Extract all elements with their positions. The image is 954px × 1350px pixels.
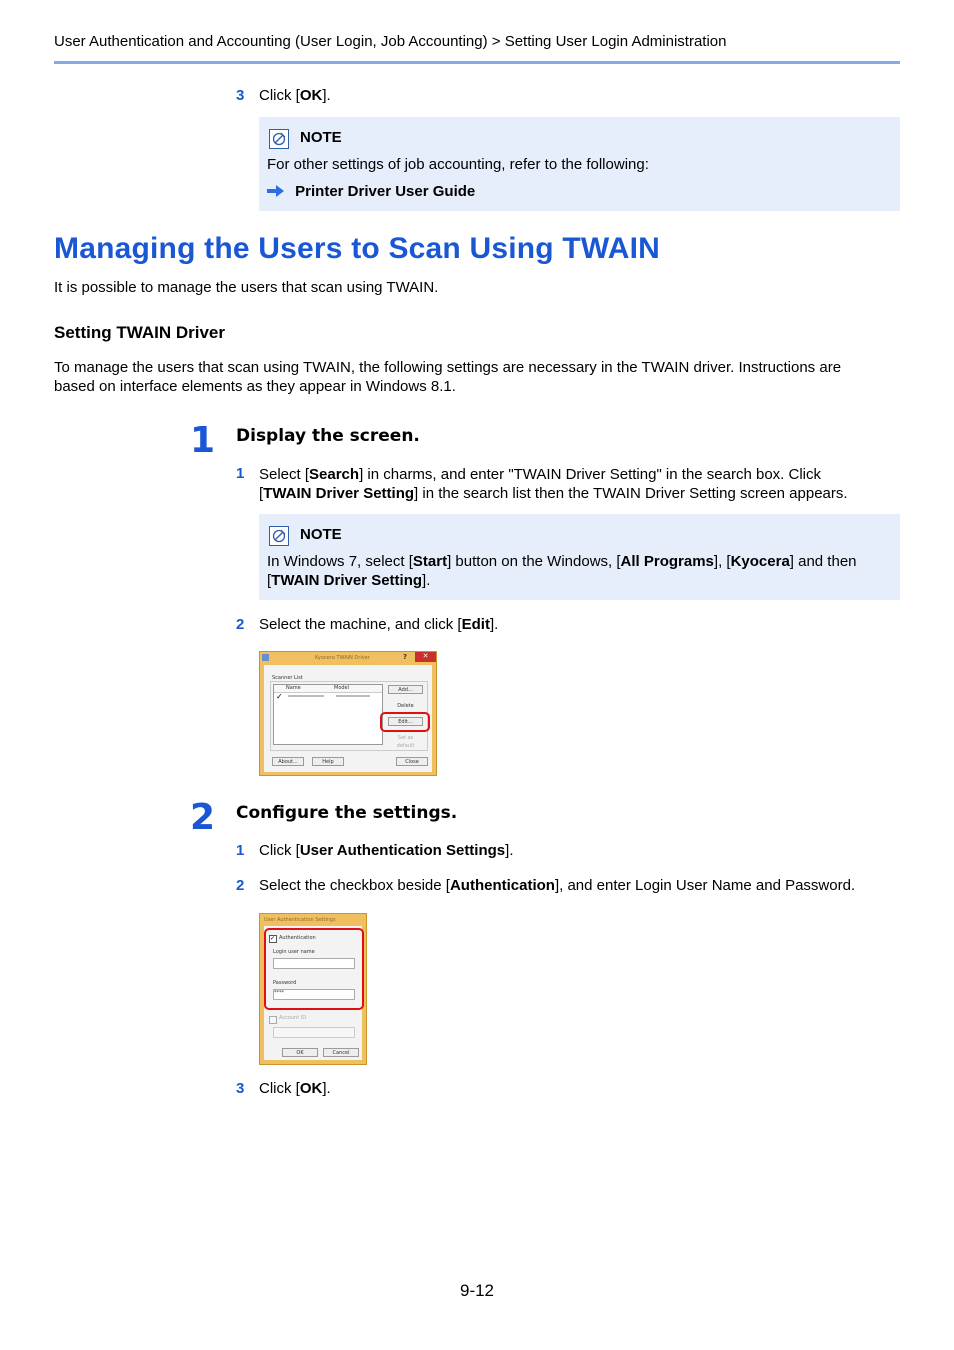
substep-number: 1: [236, 465, 245, 482]
top-step: [236, 87, 331, 104]
section-title: Managing the Users to Scan Using TWAIN: [54, 232, 661, 265]
subsection-title: Setting TWAIN Driver: [54, 323, 225, 342]
note-title: NOTE: [300, 526, 342, 543]
user-auth-screenshot: [259, 913, 367, 1065]
note-box: [259, 514, 900, 600]
set-default-button[interactable]: Set as default: [396, 735, 415, 749]
scanner-list[interactable]: [273, 684, 383, 745]
authentication-label: Authentication: [279, 935, 316, 941]
substep-text: Click [OK].: [259, 1080, 331, 1097]
check-icon: ✓: [276, 692, 283, 701]
note-icon: [269, 526, 289, 546]
arrow-right-icon: [267, 183, 289, 200]
highlight-ring: [264, 928, 364, 1010]
password-label: Password: [273, 980, 297, 986]
account-id-field[interactable]: [273, 1027, 355, 1038]
help-title-button[interactable]: ?: [403, 653, 408, 661]
page-number: 9-12: [459, 1281, 495, 1300]
reference-link-label: Printer Driver User Guide: [295, 183, 476, 200]
window-title: User Authentication Settings: [264, 917, 336, 923]
close-icon[interactable]: ✕: [415, 652, 436, 662]
list-item[interactable]: [336, 695, 370, 697]
step-text: Click [OK].: [259, 87, 331, 104]
substep-text: Select the machine, and click [Edit].: [259, 616, 499, 633]
note-text: For other settings of job accounting, refer to the following:: [267, 156, 649, 173]
substep-number: 2: [236, 616, 245, 633]
add-button[interactable]: Add...: [388, 685, 423, 694]
help-button[interactable]: Help: [312, 757, 344, 766]
close-button[interactable]: Close: [396, 757, 428, 766]
cancel-button[interactable]: Cancel: [323, 1048, 359, 1057]
breadcrumb: User Authentication and Accounting (User Login, Job Accounting) > Setting User Login Administration: [54, 33, 727, 50]
app-icon: [262, 654, 269, 661]
note-box: [259, 117, 900, 211]
section-intro: It is possible to manage the users that scan using TWAIN.: [54, 279, 439, 296]
step-2-title: Configure the settings.: [236, 803, 458, 823]
highlight-ring: [380, 712, 430, 732]
note-title: NOTE: [300, 129, 342, 146]
step-1-title: Display the screen.: [236, 426, 420, 446]
note-text: In Windows 7, select [Start] button on the Windows, [All Programs], [Kyocera] and then [TWAIN Driver Setting].: [267, 553, 857, 589]
substep-number: 1: [236, 842, 245, 859]
about-button[interactable]: About...: [272, 757, 304, 766]
column-name[interactable]: Name: [286, 685, 301, 691]
step-number: 3: [236, 87, 245, 104]
edit-button[interactable]: Edit...: [388, 717, 423, 726]
account-id-checkbox[interactable]: [269, 1016, 277, 1024]
substep-number: 3: [236, 1080, 245, 1097]
column-model[interactable]: Model: [334, 685, 350, 691]
substep-number: 2: [236, 877, 245, 894]
login-user-name-label: Login user name: [273, 949, 315, 955]
substep-text: Select [Search] in charms, and enter "TWAIN Driver Setting" in the search box. Click [TWAIN Driver Setting] in the search list then the TWAIN Driver Setting screen appears.: [259, 466, 848, 502]
step-1-number: 1: [190, 420, 216, 461]
substep-text: Select the checkbox beside [Authentication], and enter Login User Name and Password.: [259, 877, 856, 894]
window-title: Kyocera TWAIN Driver: [315, 655, 370, 661]
account-id-label: Account ID: [279, 1015, 307, 1021]
substep-text: Click [User Authentication Settings].: [259, 842, 514, 859]
step-2-number: 2: [190, 797, 216, 838]
reference-link[interactable]: [267, 183, 475, 200]
authentication-checkbox[interactable]: ✓: [270, 936, 276, 942]
twain-driver-screenshot: [259, 651, 437, 776]
delete-button[interactable]: Delete: [397, 703, 414, 709]
note-icon: [269, 129, 289, 149]
group-label: Scanner List: [272, 675, 303, 681]
ok-button[interactable]: OK: [282, 1048, 318, 1057]
password-field[interactable]: ****: [273, 989, 355, 1000]
list-item[interactable]: [288, 695, 324, 697]
header-rule: [54, 61, 900, 64]
subsection-paragraph: To manage the users that scan using TWAIN, the following settings are necessary in the TWAIN driver. Instructions are based on interface elements as they appear in Windows 8.1.: [54, 359, 842, 395]
